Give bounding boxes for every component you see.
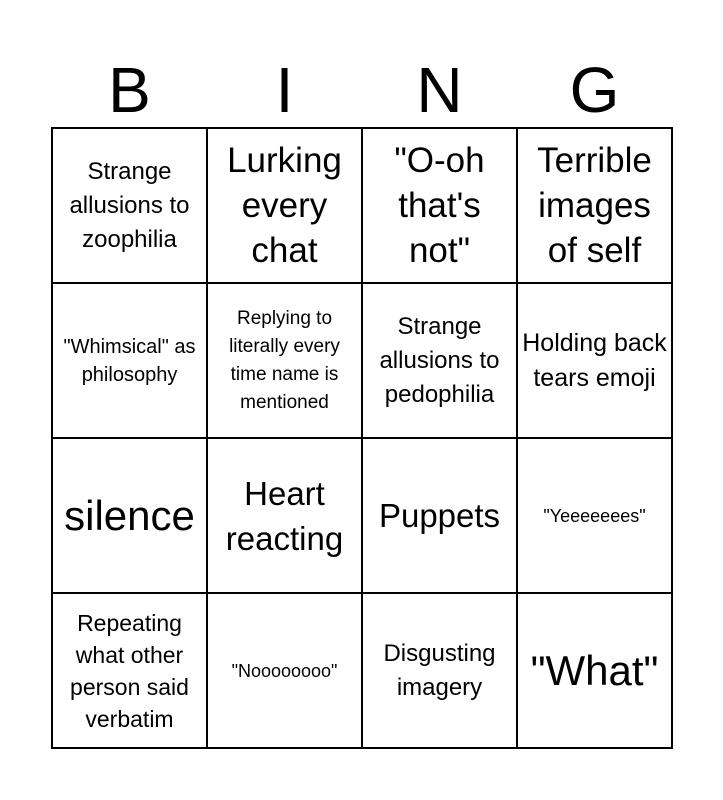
bingo-cell[interactable]	[208, 284, 363, 439]
bingo-cell[interactable]	[53, 284, 208, 439]
bingo-header	[52, 52, 672, 128]
cell-text: Holding back tears emoji	[522, 328, 667, 392]
bingo-cell[interactable]	[363, 439, 518, 594]
bingo-cell[interactable]	[53, 439, 208, 594]
cell-text: Heart reacting	[225, 474, 344, 557]
header-letter-n: N	[416, 54, 463, 126]
header-letter-g: G	[569, 54, 620, 126]
bingo-cell[interactable]	[518, 439, 673, 594]
bingo-cell[interactable]	[53, 594, 208, 749]
cell-text: "Yeeeeeees"	[543, 505, 646, 526]
cell-text: silence	[64, 491, 195, 539]
cell-text: Puppets	[378, 497, 501, 534]
bingo-cell[interactable]	[53, 129, 208, 284]
cell-text: Disgusting imagery	[383, 639, 496, 701]
bingo-cell[interactable]	[208, 439, 363, 594]
bingo-cell[interactable]	[518, 594, 673, 749]
bingo-card	[51, 127, 673, 749]
cell-text: Lurking every chat	[227, 141, 342, 270]
bingo-cell[interactable]	[208, 594, 363, 749]
bingo-cell[interactable]	[518, 284, 673, 439]
cell-text: "What"	[530, 646, 659, 694]
cell-text: Replying to literally every time name is mentioned	[229, 307, 340, 413]
cell-text: Terrible images of self	[537, 141, 652, 270]
cell-text: Repeating what other person said verbatim	[70, 609, 189, 732]
bingo-cell[interactable]	[363, 129, 518, 284]
bingo-cell[interactable]	[208, 129, 363, 284]
bingo-cell[interactable]	[363, 284, 518, 439]
bingo-cell[interactable]	[518, 129, 673, 284]
header-letter-i: I	[275, 54, 294, 126]
bingo-cell[interactable]	[363, 594, 518, 749]
cell-text: Strange allusions to pedophilia	[379, 312, 500, 408]
header-letter-b: B	[108, 54, 151, 126]
cell-text: "Whimsical" as philosophy	[63, 335, 196, 386]
cell-text: Strange allusions to zoophilia	[69, 157, 190, 253]
cell-text: "Noooooooo"	[231, 660, 338, 681]
cell-text: "O-oh that's not"	[394, 141, 485, 270]
